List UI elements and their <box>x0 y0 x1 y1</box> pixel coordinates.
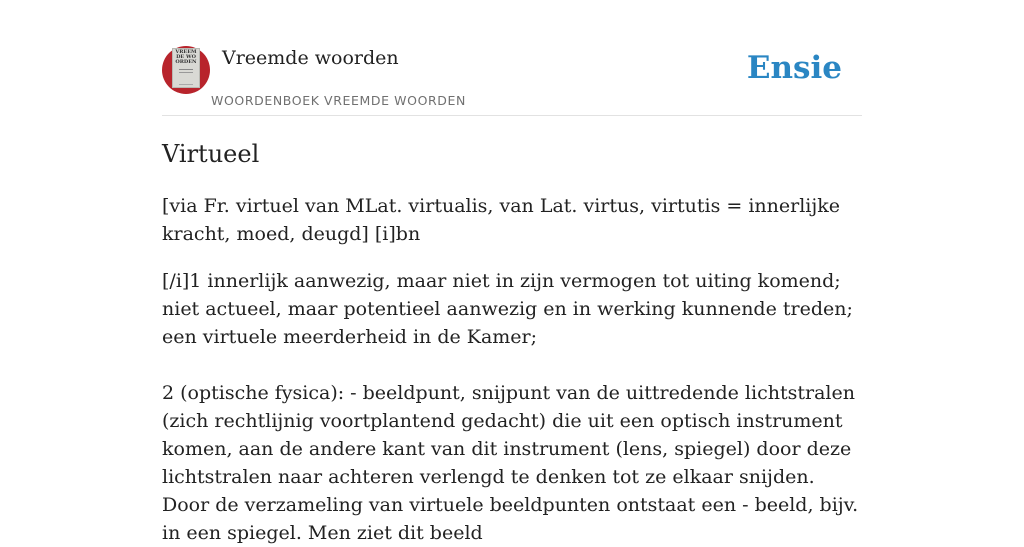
entry-etymology: [via Fr. virtuel van MLat. virtualis, van Lat. virtus, virtutis = innerlijke kracht, moed, deugd] [i]bn <box>162 195 840 245</box>
page-header <box>162 46 862 116</box>
entry-definition-2: 2 (optische fysica): - beeldpunt, snijpunt van de uittredende lichtstralen (zich rechtlijnig voortplantend gedacht) die uit een optisch instrument komen, aan de andere kant van dit instrument (lens, spiegel) door deze lichtstralen naar achteren verlengd te denken tot ze elkaar snijden. Door de verzameling van virtuele beeldpunten ontstaat een - beeld, bijv. in een spiegel. Men ziet dit beeld <box>162 382 859 544</box>
site-subtitle: WOORDENBOEK VREEMDE WOORDEN <box>211 93 466 108</box>
book-cover-lines <box>179 69 193 70</box>
entry-definition-1: [/i]1 innerlijk aanwezig, maar niet in zijn vermogen tot uiting komend; niet actueel, maar potentieel aanwezig en in werking kunnende treden; een virtuele meerderheid in de Kamer; <box>162 270 853 348</box>
definition-spacer <box>162 351 862 379</box>
entry-content <box>162 138 862 547</box>
ensie-logo-link[interactable]: Ensie <box>746 50 842 86</box>
book-cover-title: VREEMDE WOORDEN <box>175 49 197 65</box>
book-avatar[interactable] <box>162 46 210 94</box>
entry-title: Virtueel <box>162 140 260 168</box>
book-cover-image <box>172 48 200 88</box>
site-name[interactable]: Vreemde woorden <box>222 47 399 69</box>
